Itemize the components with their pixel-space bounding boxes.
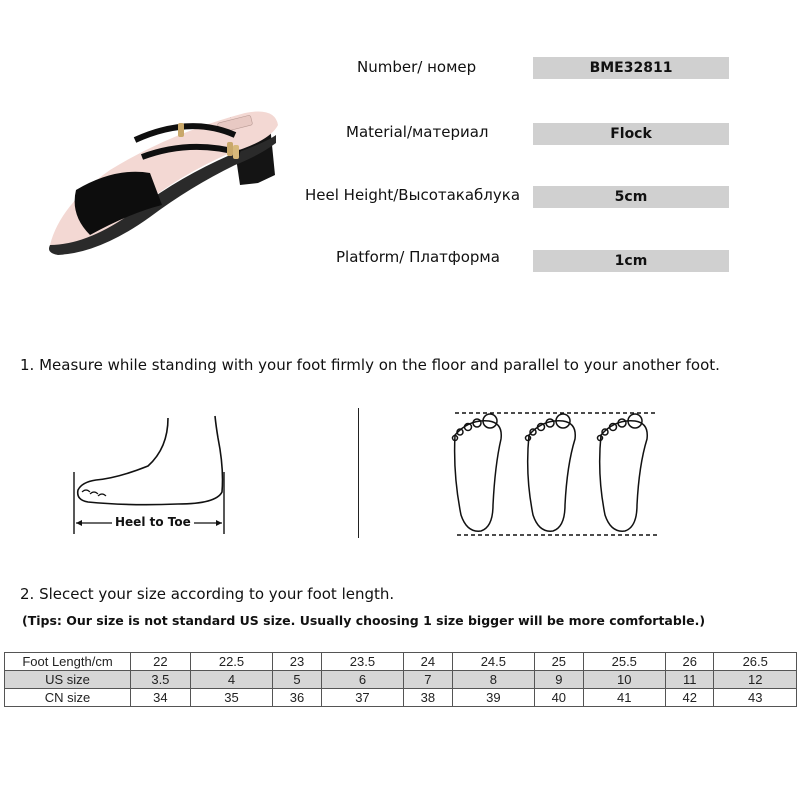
- table-cell: 25: [535, 653, 583, 671]
- table-cell: 8: [452, 671, 534, 689]
- table-cell: 24.5: [452, 653, 534, 671]
- table-cell: 22.5: [190, 653, 272, 671]
- row-header: CN size: [5, 689, 131, 707]
- table-cell: 6: [321, 671, 403, 689]
- table-cell: 5: [273, 671, 321, 689]
- table-row-us-size: [5, 671, 797, 689]
- table-cell: 12: [714, 671, 797, 689]
- size-table: [4, 652, 797, 707]
- spec-value-heel-height: 5cm: [533, 186, 729, 208]
- table-cell: 41: [583, 689, 665, 707]
- table-cell: 34: [131, 689, 191, 707]
- spec-value-platform: 1cm: [533, 250, 729, 272]
- table-cell: 9: [535, 671, 583, 689]
- table-cell: 43: [714, 689, 797, 707]
- spec-label-number: Number/ номер: [357, 58, 477, 76]
- spec-label-heel-height: Heel Height/Высотакаблука: [305, 186, 521, 204]
- step1-instruction: 1. Measure while standing with your foot firmly on the floor and parallel to your another foot.: [20, 356, 720, 374]
- table-cell: 4: [190, 671, 272, 689]
- spec-label-platform: Platform/ Платформа: [336, 248, 500, 266]
- table-cell: 38: [404, 689, 452, 707]
- table-cell: 37: [321, 689, 403, 707]
- table-cell: 25.5: [583, 653, 665, 671]
- row-header: US size: [5, 671, 131, 689]
- step2-instruction: 2. Slecect your size according to your foot length.: [20, 585, 395, 603]
- table-cell: 36: [273, 689, 321, 707]
- table-cell: 7: [404, 671, 452, 689]
- table-cell: 23.5: [321, 653, 403, 671]
- heel-to-toe-label: Heel to Toe: [115, 515, 191, 529]
- spec-value-material: Flock: [533, 123, 729, 145]
- table-row-cn-size: [5, 689, 797, 707]
- table-cell: 3.5: [131, 671, 191, 689]
- tips-note: (Tips: Our size is not standard US size. Usually choosing 1 size bigger will be more comfortable.): [22, 613, 706, 628]
- spec-label-material: Material/материал: [346, 123, 489, 141]
- table-cell: 23: [273, 653, 321, 671]
- table-row-foot-length: [5, 653, 797, 671]
- table-cell: 40: [535, 689, 583, 707]
- spec-value-number: BME32811: [533, 57, 729, 79]
- table-cell: 24: [404, 653, 452, 671]
- table-cell: 11: [666, 671, 714, 689]
- table-cell: 35: [190, 689, 272, 707]
- table-cell: 42: [666, 689, 714, 707]
- table-cell: 26: [666, 653, 714, 671]
- table-cell: 10: [583, 671, 665, 689]
- top-view-feet-diagram: [445, 405, 670, 545]
- sandal-product-image: [30, 95, 285, 260]
- table-cell: 26.5: [714, 653, 797, 671]
- table-cell: 22: [131, 653, 191, 671]
- diagram-divider: [358, 408, 359, 538]
- row-header: Foot Length/cm: [5, 653, 131, 671]
- table-cell: 39: [452, 689, 534, 707]
